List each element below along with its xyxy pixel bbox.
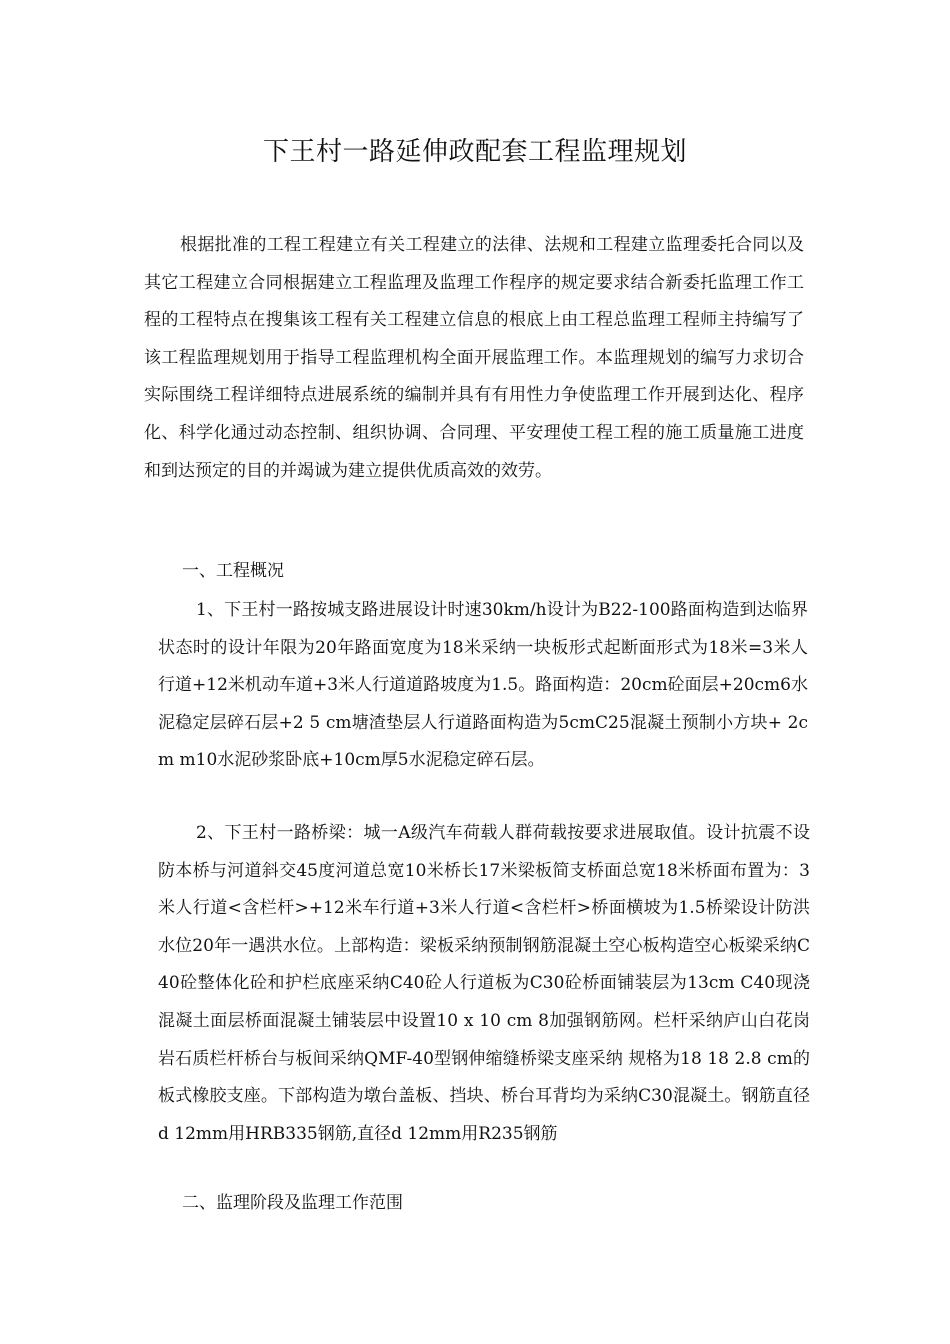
intro-paragraph: 根据批准的工程工程建立有关工程建立的法律、法规和工程建立监理委托合同以及其它工程建立合同根据建立工程监理及监理工作程序的规定要求结合新委托监理工作工程的工程特点在搜集该工程有关工程建立信息的根底上由工程总监理工程师主持编写了该工程监理规划用于指导工程监理机构全面开展监理工作。本监理规划的编写力求切合实际围绕工程详细特点进展系统的编制并具有有用性力争使监理工作开展到达化、程序化、科学化通过动态控制、组织协调、合同理、平安理使工程工程的施工质量施工进度和到达预定的目的并竭诚为建立提供优质高效的效劳。	[144, 235, 804, 481]
project-overview-item-bridge: 2、下王村一路桥梁：城一A级汽车荷载人群荷载按要求进展取值。设计抗震不设防本桥与河道斜交45度河道总宽10米桥长17米梁板简支桥面总宽18米桥面布置为：3米人行道<含栏杆>+12米车行道+3米人行道<含栏杆>桥面横坡为1.5桥梁设计防洪水位20年一遇洪水位。上部构造：梁板采纳预制钢筋混凝土空心板构造空心板梁采纳C40砼整体化砼和护栏底座采纳C40砼人行道板为C30砼桥面铺装层为13cm C40现浇混凝土面层桥面混凝土铺装层中设置10 x 10 cm 8加强钢筋网。栏杆采纳庐山白花岗岩石质栏杆桥台与板间采纳QMF-40型钢伸缩缝桥梁支座采纳 规格为18 18 2.8 cm的板式橡胶支座。下部构造为墩台盖板、挡块、桥台耳背均为采纳C30混凝土。钢筋直径d 12mm用HRB335钢筋,直径d 12mm用R235钢筋	[158, 823, 810, 1144]
page-title: 下王村一路延伸政配套工程监理规划	[262, 137, 687, 167]
project-overview-item-road: 1、下王村一路按城支路进展设计时速30km/h设计为B22-100路面构造到达临界状态时的设计年限为20年路面宽度为18米采纳一块板形式起断面形式为18米=3米人行道+12米机动车道+3米人行道道路坡度为1.5。路面构造：20cm砼面层+20cm6水泥稳定层碎石层+2 5 cm塘渣垫层人行道路面构造为5cmC25混凝土预制小方块+ 2cm m10水泥砂浆卧底+10cm厚5水泥稳定碎石层。	[158, 600, 808, 771]
section-heading-project-overview: 一、工程概况	[182, 561, 284, 581]
section-heading-supervision-scope: 二、监理阶段及监理工作范围	[182, 1193, 403, 1213]
